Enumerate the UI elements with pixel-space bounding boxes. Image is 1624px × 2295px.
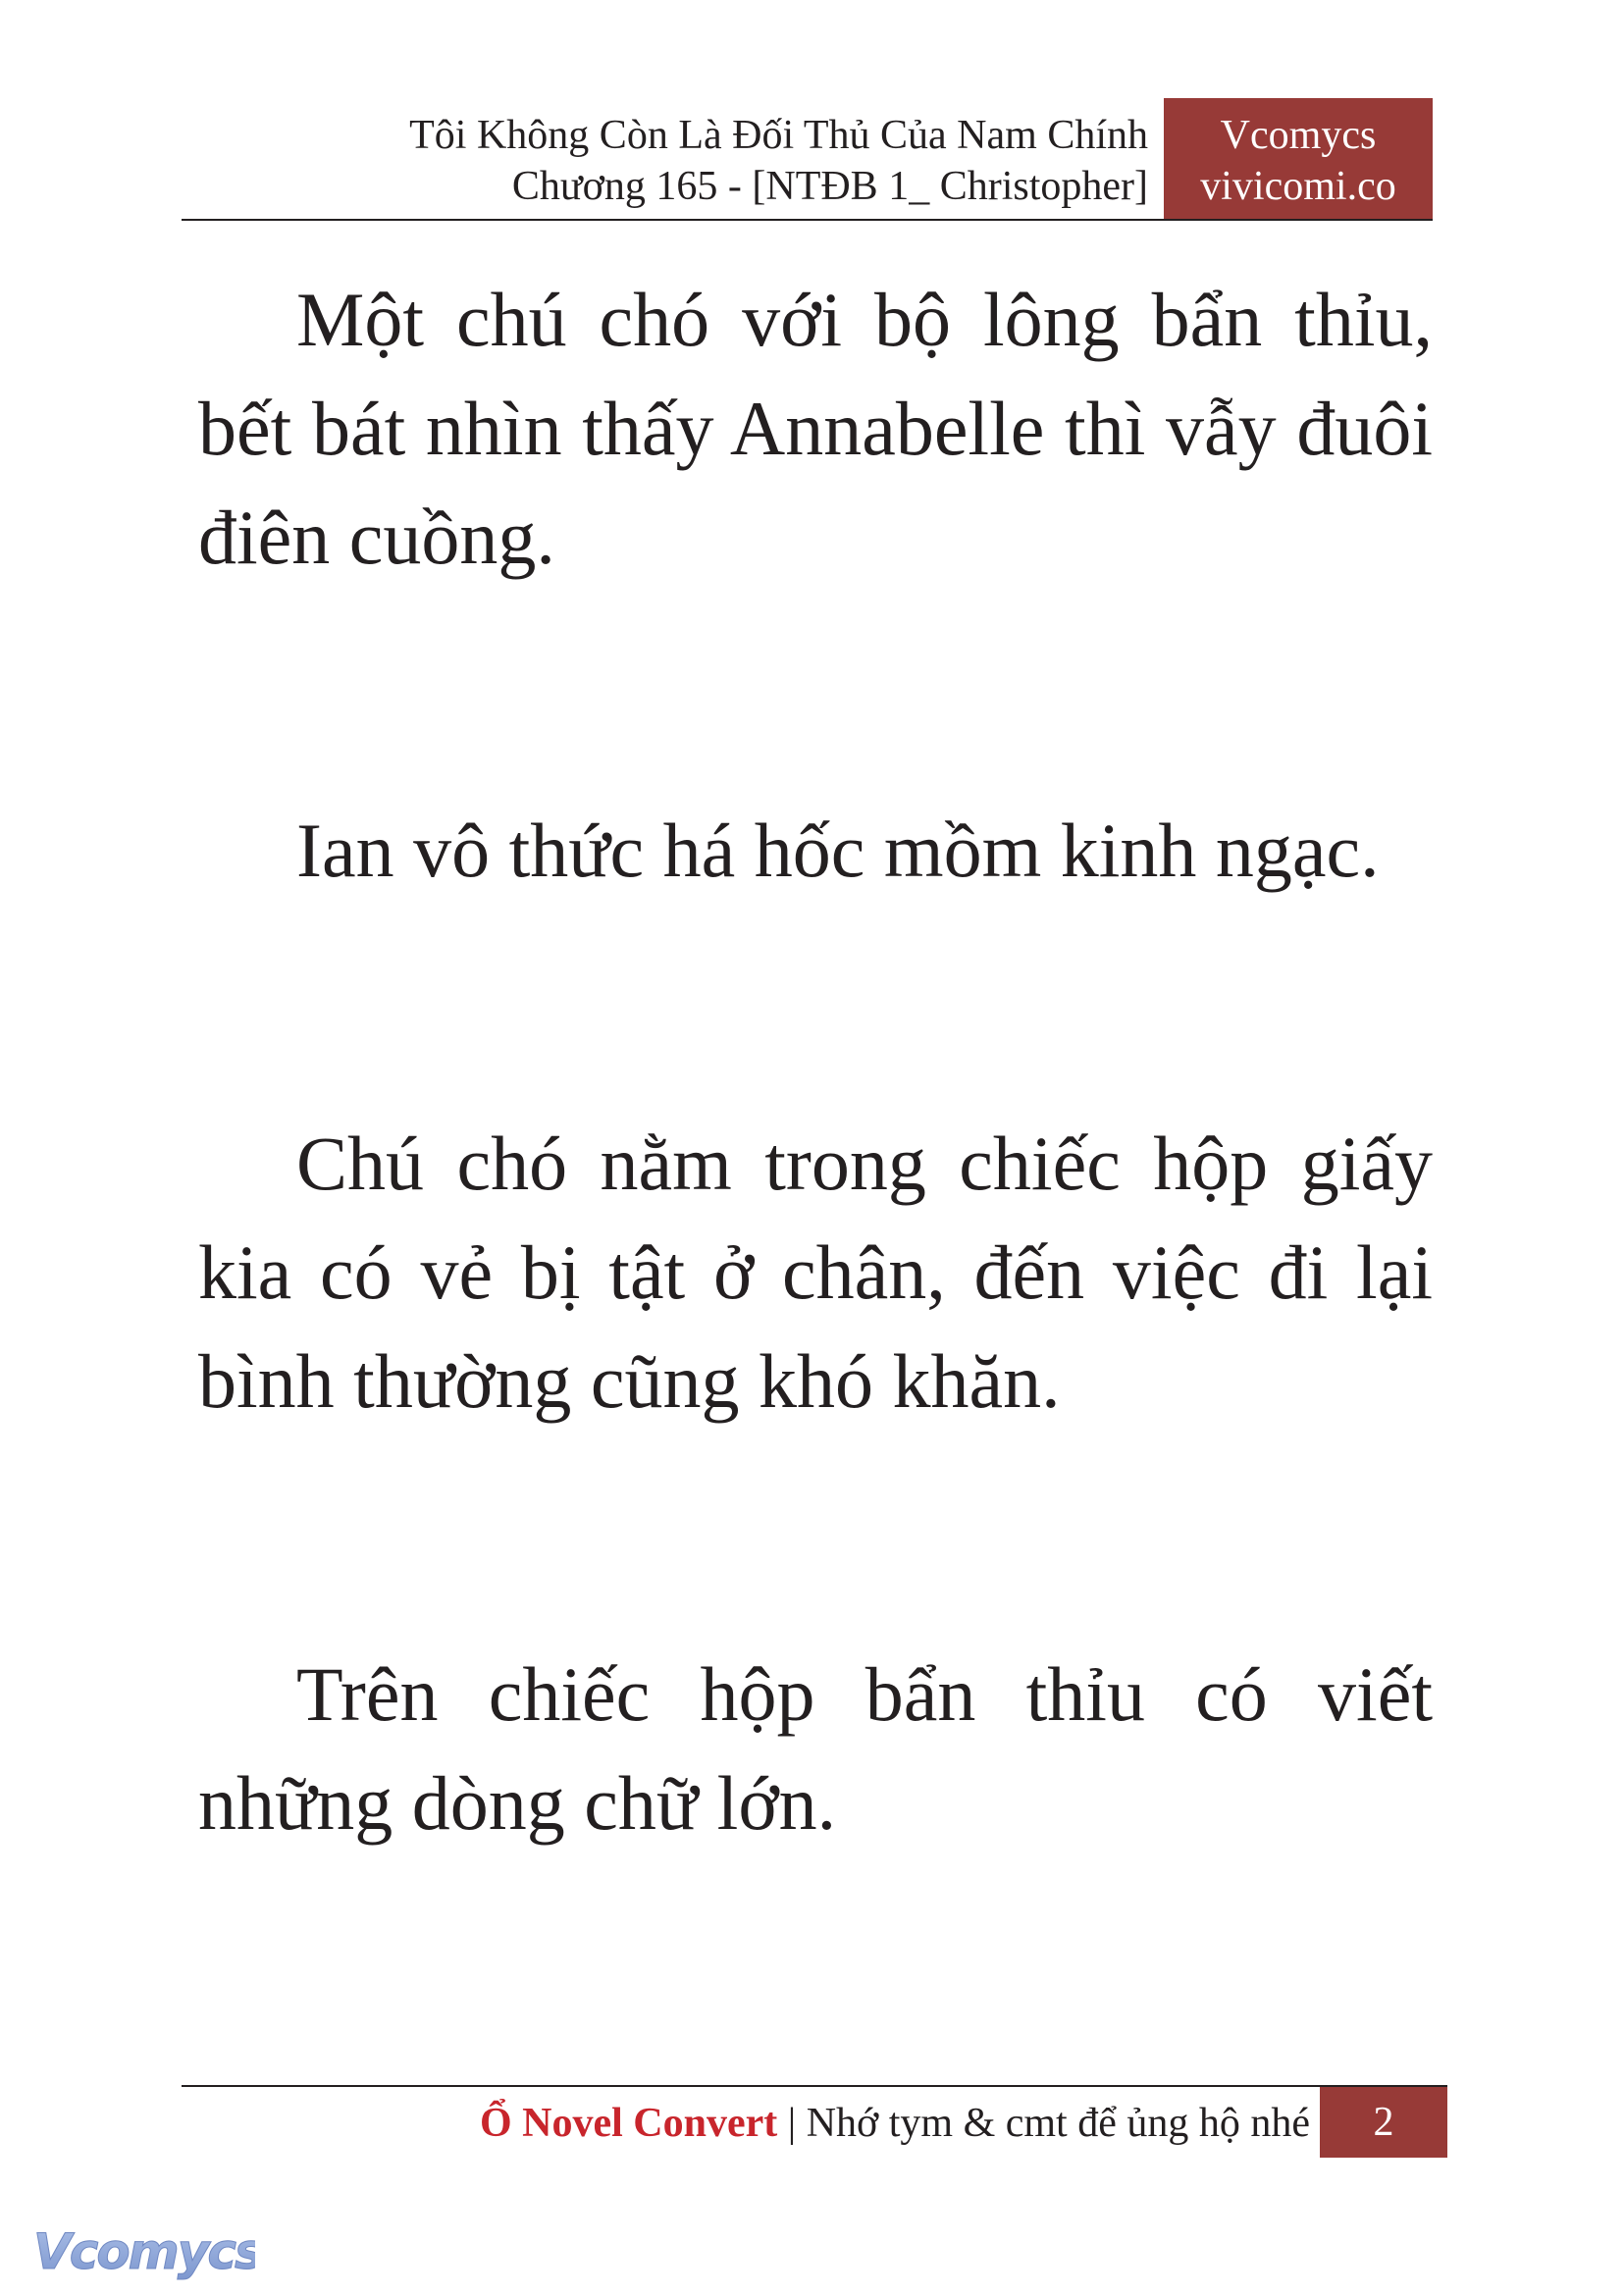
page-footer (182, 2087, 1447, 2158)
paragraph: Một chú chó với bộ lông bẩn thỉu, bết bát nhìn thấy Annabelle thì vẫy đuôi điên cuồng. (198, 277, 1433, 580)
chapter-title: Chương 165 - [NTĐB 1_ Christopher] (511, 164, 1148, 209)
site-badge (1164, 98, 1433, 220)
header-divider (182, 219, 1433, 221)
watermark-text: Vcomycs (33, 2223, 255, 2280)
paragraph: Trên chiếc hộp bẩn thỉu có viết những dòng chữ lớn. (198, 1651, 1433, 1846)
footer-brand: Ổ Novel Convert (479, 2101, 778, 2146)
watermark-logo (29, 2219, 255, 2284)
paragraph: Chú chó nằm trong chiếc hộp giấy kia có vẻ bị tật ở chân, đến việc đi lại bình thường cũng khó khăn. (198, 1121, 1433, 1424)
footer-separator: | (787, 2101, 797, 2146)
page-body (198, 265, 1433, 1857)
page-header (182, 98, 1433, 220)
header-titles (409, 110, 1148, 212)
site-name: Vcomycs (1220, 113, 1377, 158)
book-title: Tôi Không Còn Là Đối Thủ Của Nam Chính (409, 113, 1148, 158)
paragraph: Ian vô thức há hốc mồm kinh ngạc. (296, 808, 1380, 893)
footer-message: Nhớ tym & cmt để ủng hộ nhé (806, 2101, 1310, 2146)
footer-text (480, 2099, 1310, 2148)
site-url: vivicomi.co (1200, 164, 1396, 209)
page-number: 2 (1320, 2087, 1447, 2158)
